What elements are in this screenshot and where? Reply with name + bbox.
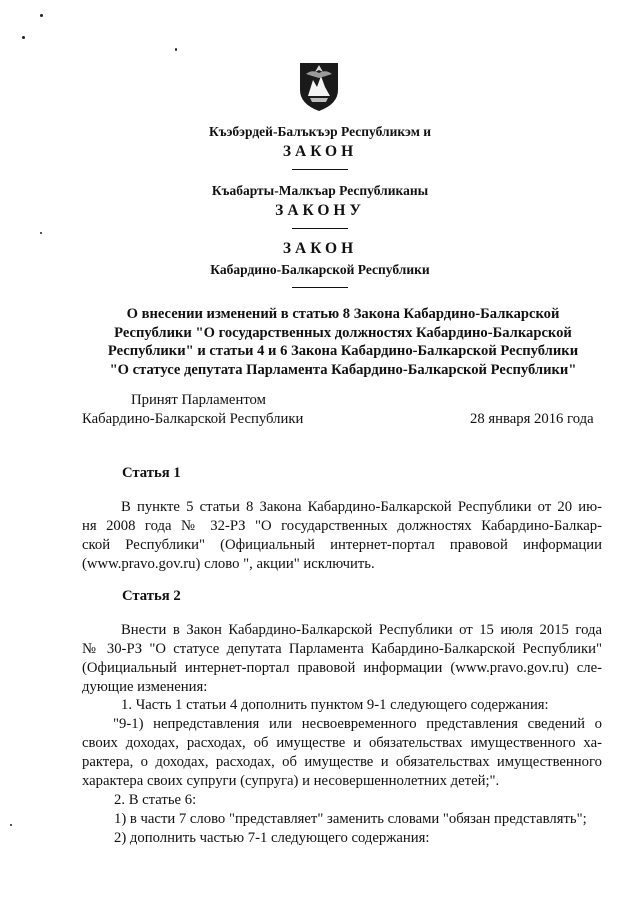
scan-speck: [10, 824, 12, 826]
law-title-line: Республики "О государственных должностях Кабардино-Балкарской: [114, 324, 572, 341]
article-1-line: ской Республики" (Официальный интернет-портал правовой информации: [82, 537, 602, 553]
article-1-line: В пункте 5 статьи 8 Закона Кабардино-Балкарской Республики от 20 ию-: [121, 499, 602, 515]
divider: [292, 287, 348, 288]
divider: [292, 169, 348, 170]
law-title-line: "О статусе депутата Парламента Кабардино-Балкарской Республики": [109, 361, 577, 378]
scan-speck: [22, 36, 25, 39]
article-1-line: ня 2008 года № 32-РЗ "О государственных должностях Кабардино-Балкар-: [82, 518, 602, 534]
article-2-quote-line: "9-1) непредставления или несвоевременного представления сведений о: [113, 716, 602, 732]
header-balkar-republic: Къабарты-Малкъар Республиканы: [211, 183, 429, 198]
coat-of-arms-icon: [296, 60, 342, 112]
article-2-intro-line: Внести в Закон Кабардино-Балкарской Республики от 15 июля 2015 года: [121, 622, 602, 638]
article-2-intro-line: № 30-РЗ "О статусе депутата Парламента Кабардино-Балкарской Республики": [82, 641, 602, 657]
article-2-quote-line: характера своих супруги (супруга) и несовершеннолетних детей;".: [82, 773, 500, 789]
article-1-line: (www.pravo.gov.ru) слово ", акции" исключить.: [82, 556, 375, 572]
article-2-intro-line: (Официальный интернет-портал правовой информации (www.pravo.gov.ru) сле-: [82, 660, 602, 676]
scan-speck: [40, 232, 42, 234]
divider: [292, 228, 348, 229]
header-russian-republic: Кабардино-Балкарской Республики: [210, 262, 430, 277]
article-2-item-1: 1. Часть 1 статьи 4 дополнить пунктом 9-1 следующего содержания:: [121, 697, 549, 713]
article-2-quote-line: своих доходах, расходах, об имуществе и обязательствах имущественного ха-: [82, 735, 602, 751]
header-russian-law: ЗАКОН: [282, 240, 358, 257]
article-2-heading: Статья 2: [122, 588, 181, 604]
header-balkar-law: ЗАКОНУ: [275, 202, 365, 219]
header-kabardian-law: ЗАКОН: [282, 143, 358, 160]
article-2-item-2-2: 2) дополнить частью 7-1 следующего содержания:: [114, 830, 430, 846]
article-2-item-2: 2. В статье 6:: [114, 792, 197, 808]
header-kabardian-republic: Къэбэрдей-Балъкъэр Республикэм и: [208, 124, 432, 139]
scan-speck: [40, 14, 43, 17]
law-title-line: О внесении изменений в статью 8 Закона Кабардино-Балкарской: [126, 306, 560, 322]
law-title: [88, 305, 598, 379]
adoption-line-2: Кабардино-Балкарской Республики: [82, 411, 304, 427]
law-title-line: Республики" и статьи 4 и 6 Закона Кабардино-Балкарской Республики: [107, 343, 579, 360]
scan-speck: [175, 48, 177, 51]
article-2-intro-line: дующие изменения:: [82, 679, 208, 695]
adoption-date: 28 января 2016 года: [470, 411, 594, 427]
adoption-line-1: Принят Парламентом: [131, 392, 266, 408]
article-2-quote-line: рактера, о доходах, расходах, об имуществе и обязательствах имущественного: [82, 754, 602, 770]
article-2-item-2-1: 1) в части 7 слово "представляет" заменить словами "обязан представлять";: [114, 811, 587, 827]
article-1-heading: Статья 1: [122, 465, 181, 481]
